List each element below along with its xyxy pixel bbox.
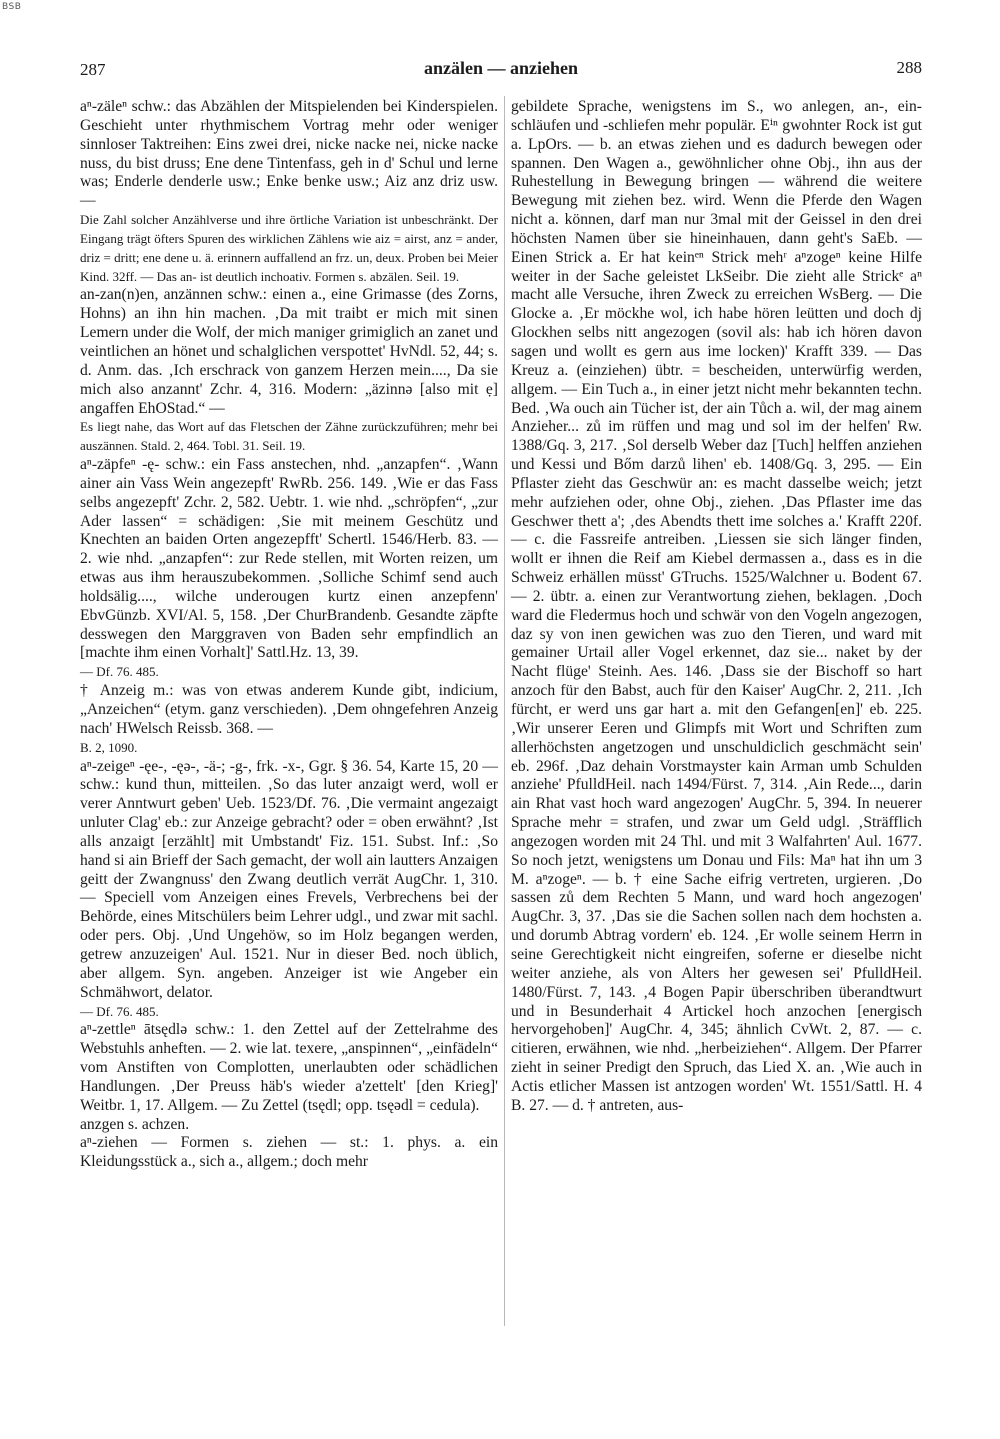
entry-paragraph: aⁿ-zeigeⁿ -ęe-, -ęə-, -ä-; -g-, frk. -x-, Ggr. § 36. 54, Karte 15, 20 — schw.: kund thun, mitteilen. ‚So das luter anzaigt werd, woll er verer Anntwurt geben' Ueb. 1523/Df. 76. ‚Die vermaint angezaigt unluter Clag' eb.: zur Anzeige gebracht? oder = oben erwähnt? ‚Ist alls anzaigt [erzählt] mit Umbstandt' Fiz. 151. Subst. Inf.: ‚So hand si ain Brieff der Sach gemacht, der woll ain lautters Anzaigen geitt der Zwangnuss' den Zwang deutlich verrät AugChr. 1, 310. — Speciell vom Anzeigen eines Frevels, Verbrechens bei der Behörde, eines Mitschülers beim Lehrer udgl., und zwar mit sachl. oder pers. Obj. ‚Und Ungehöw, so im Holz begangen werden, getrew anzuzeigen' Aul. 1521. Nur in dieser Bed. noch üblich, aber allgem. Syn. angeben. Anzeiger ist wie Angeber ein Schmähwort, delator. — [80, 757, 499, 1001]
reference-note: Die Zahl solcher Anzählverse und ihre örtliche Variation ist unbeschränkt. Der Eingang trägt öfters Spuren des wirklichen Zählens wie aiz = airst, anz = ander, driz = dritt; ene dene u. ä. erinnern auffallend an frz. un, deux. Proben bei Meier Kind. 32ff. — Das an- ist deutlich inchoativ. Formen s. abzälen. Seil. 19. — [80, 212, 498, 284]
reference-note: Es liegt nahe, das Wort auf das Fletschen der Zähne zurückzuführen; mehr bei auszännen. Stald. 2, 464. Tobl. 31. Seil. 19. — [80, 419, 498, 454]
column-divider — [504, 96, 505, 1326]
entry-paragraph: aⁿ-zettleⁿ ātsędlə schw.: 1. den Zettel auf der Zettelrahme des Webstuhls anheften. — 2. wie lat. texere, „anspinnen“, „einfädeln“ vom Anstiften von Complotten, unerlaubten oder schädlichen Handlungen. ‚Der Preuss häb's wieder a'zettelt' [den Krieg]' Weitbr. 1, 17. Allgem. — Zu Zettel (tsędl; opp. tsęədl = cedula). — [80, 1021, 498, 1114]
entry-paragraph: aⁿ-zäpfeⁿ -ę- schw.: ein Fass anstechen, nhd. „anzapfen“. ‚Wann ainer ain Vass Wein angezepft' RwRb. 256. 149. ‚Wie er das Fass selbs angezepft' Zchr. 2, 582. Uebtr. 1. wie nhd. „schröpfen“, „zur Ader lassen“ = schädigen: ‚Sie mit meinem Geschütz und Knechten an baiden Orten angezepfft' Schertl. 1546/Herb. 83. — 2. wie nhd. „anzapfen“: zur Rede stellen, mit Worten reizen, um etwas aus ihm herauszubekommen. ‚Solliche Schimf send auch holdsälig...., wilche underougen kurtz einen anzepfenn' EbvGünzb. XVI/Al. 5, 158. ‚Der ChurBrandenb. Gesandte zäpfte desswegen den Marggraven von Baden sehr empfindlich an [machte ihm einen Vorhalt]' Sattl.Hz. 13, 39. — [80, 456, 498, 662]
running-title: anzälen — anziehen — [423, 58, 578, 78]
entry-paragraph: anzgen s. achzen. — [80, 1115, 190, 1133]
page-number-right: 288 — [896, 58, 922, 77]
entry-paragraph: an-zan(n)en, anzännen schw.: einen a., eine Grimasse (des Zorns, Hohns) an ihn hin machen. ‚Da mit traibt er mich mit sinen Lemern under die Wolf, der mich maniger grimiglich an zanet und veintlichen an hönet und schalglichen verspottet' HvNdl. 52, 44; s. d. Anm. das. ‚Ich erschrack von ganzem Herzen mein...., Da sie mich also anzannt' Zchr. 4, 316. Modern: „äzinnə [also mit ẹ] angaffen EhOStad.“ — — [80, 286, 498, 417]
reference-note: — Df. 76. 485. — [80, 1003, 159, 1019]
page-header — [80, 58, 922, 84]
left-column — [80, 98, 498, 1172]
reference-note: — Df. 76. 485. — [80, 664, 159, 680]
entry-paragraph: aⁿ-ziehen — Formen s. ziehen — st.: 1. phys. a. ein Kleidungsstück a., sich a., allgem.; doch mehr — [80, 1134, 498, 1171]
library-watermark: BSB — [2, 2, 22, 12]
page-number-left: 287 — [80, 60, 106, 79]
reference-note: B. 2, 1090. — [80, 739, 138, 755]
right-column — [511, 98, 922, 1116]
entry-paragraph: aⁿ-zäleⁿ schw.: das Abzählen der Mitspielenden bei Kinderspielen. Geschieht unter rhythmischem Vortrag mehr oder weniger sinnloser Taktreihen: Eins zwei drei, nicke nacke nei, nicke nacke nuss, du bist druss; Ene dene Tintenfass, geh in d' Schul und lerne was; Enderle denderle usw.; Enke benke usw.; Aiz anz driz usw. — — [80, 98, 498, 210]
entry-paragraph: gebildete Sprache, wenigstens im S., wo anlegen, an-, ein-schläufen und -schliefen mehr populär. Eⁱⁿ gwohnter Rock ist gut a. LpOrs. — b. an etwas ziehen und es dadurch bewegen oder spannen. Den Wagen a., gewöhnlicher ohne Obj., ihn aus der Ruhestellung in Bewegung bringen — während die weitere Bewegung mit ziehen bez. wird. Wenn die Pferde den Wagen nicht a. können, darf man nur 3mal mit der Geissel in den drei höchsten Namen über sie hineinhauen, dann geht's SaEb. — Einen Strick a. Er hat keinᵉⁿ Strick mehʳ aⁿzogeⁿ keine Hilfe weiter in der Sache geleistet LkSeibr. Die zieht alle Strickᵉ aⁿ macht alle Versuche, ihren Zweck zu erreichen WsBerg. — Die Glocke a. ‚Er möckhe wol, ich habe hören leütten und doch dj Glockhen selbs nitt angezogen (sovil als: hab ich hören davon sagen und wollt es gern aus ime locken)' Krafft 339. — Das Kreuz a. (einziehen) übtr. = bescheiden, unterwürfig werden, allgem. — Ein Tuch a., in einer jetzt nicht mehr bekannten techn. Bed. ‚Wa ouch ain Tücher ist, der ain Tůch a. wil, der mag ainem Anzieher... zů im rüffen und mag und sol im der helfen' Rw. 1388/Gq. 3, 217. ‚Sol derselb Weber daz [Tuch] helffen anziehen und Kessi und Bőm darzů lihen' eb. 1408/Gq. 3, 295. — Ein Pflaster zieht das Geschwür an: es macht dasselbe weich; jetzt mehr aufziehen oder, ohne Obj., ziehen. ‚Das Pflaster ime das Geschwer thett a'; ‚des Abendts thett ime solches a.' Krafft 220f. — c. die Fassreife antreiben. ‚Liessen sie sich länger finden, wollt er ihnen die Reif am Kiebel dermassen a., dass es in die Schweiz erhällen müsst' GTruchs. 1525/Walchner u. Bodent 67. — 2. übtr. a. einen zur Verantwortung ziehen, beklagen. ‚Doch ward die Fledermus hoch und schwär von den Vogeln angezogen, daz sy von inen gewichen was zuo den Tieren, und ward mit gemainer Urtail aller Vogel erkennet, daz sie... naket by der Nacht flüge' Steinh. Aes. 146. ‚Dass sie der Bischoff so hart anzoch für den Babst, auch für den Kaiser' AugChr. 2, 211. ‚Ich fürcht, er werd uns gar hart a. mit den Gefangen[en]' eb. 225. ‚Wir unserer Eeren und Glimpfs mit Wort und Schriften zum allerhöchsten angetzogen und unschuldiclich geschmächt sein' eb. 296f. ‚Daz dehain Vorstmayster kain Arman umb Schulden anziehe' PfulldHeil. nach 1494/Fürst. 7, 314. ‚Ain Rede..., darin ain Rhat vast hoch ward angezogen' AugChr. 5, 394. In neuerer Sprache mehr = strafen, und zwar um Geld udgl. ‚Sträfflich angezogen worden mit 24 Thl. und mit 3 Walfahrten' Aul. 1677. So noch jetzt, wenigstens um Donau und Fils: Maⁿ hat ihn um 3 M. aⁿzogeⁿ. — b. † eine Sache eifrig vertreten, urgieren. ‚Do sassen zů dem Rechten 5 Mann, und ward hoch angezogen' AugChr. 3, 37. ‚Das sie die Sachen sollen nach dem hochsten a. und dorumb Abtrag vordern' eb. 124. ‚Er wolle seinem Herrn in seine Gerechtigkeit nicht eingreifen, soferne er dieselbe nicht weiter anziehe, als von Alters her gewesen sei' PfulldHeil. 1480/Fürst. 7, 143. ‚4 Bogen Papir überschriben überandtwurt und in Besunderhait 4 Artickel hoch anzochen [energisch hervorgehoben]' AugChr. 4, 345; ähnlich CvWt. 2, 87. — c. citieren, erwähnen, wie nhd. „herbeiziehen“. Allgem. Der Pfarrer zieht in seiner Predigt den Spruch, das Lied X. an. ‚Wie auch in Actis etlicher Massen ist antzogen worden' Wt. 1551/Sattl. H. 4 B. 27. — d. † antreten, aus- — [511, 98, 922, 1114]
entry-paragraph: † Anzeig m.: was von etwas anderem Kunde gibt, indicium, „Anzeichen“ (etym. ganz verschieden). ‚Dem ohngefehren Anzeig nach' HWelsch Reissb. 368. — — [80, 682, 498, 737]
